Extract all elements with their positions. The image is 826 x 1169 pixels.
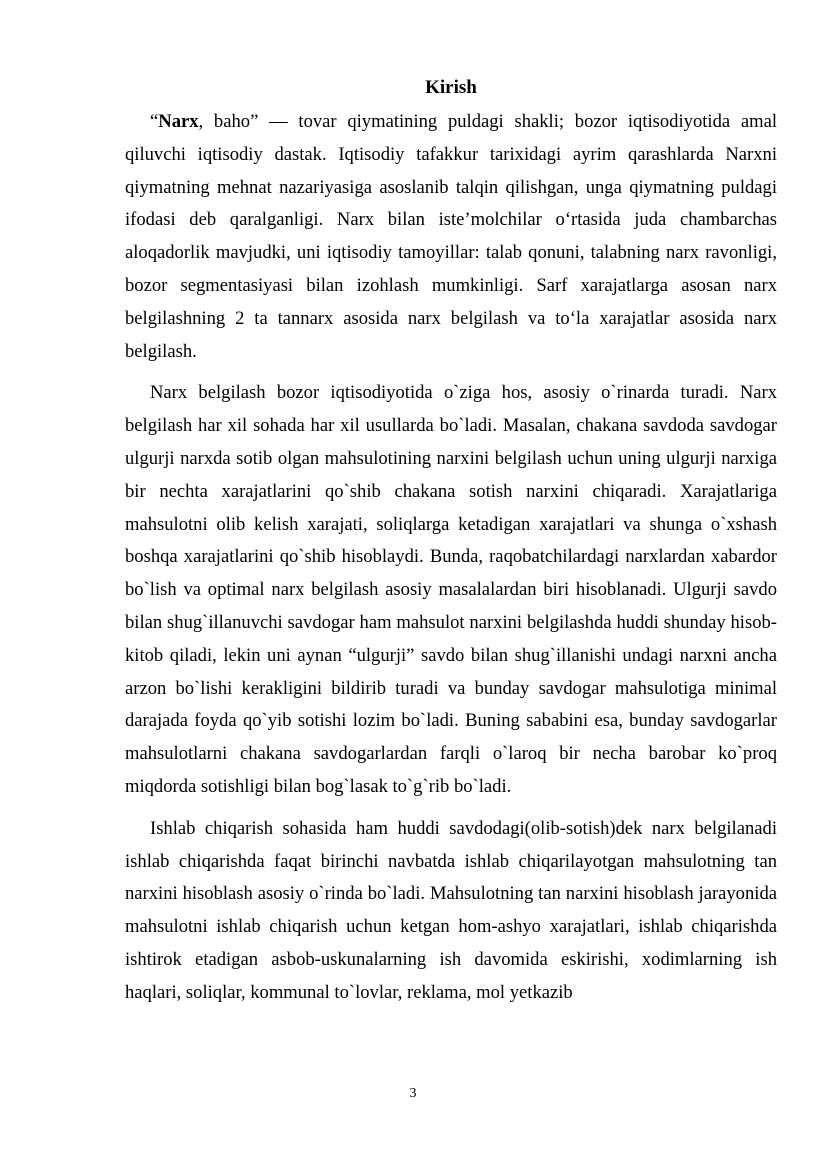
bold-term: Narx [158, 111, 199, 132]
paragraph-1 [125, 106, 777, 368]
section-title: Kirish [425, 77, 477, 98]
page-number: 3 [409, 1086, 417, 1101]
paragraph-1-text: , baho” — tovar qiymatining puldagi shakli; bozor iqtisodiyotida amal qiluvchi iqtisodiy dastak. Iqtisodiy tafakkur tarixidagi ayrim qarashlarda Narxni qiymatning mehnat nazariyasiga asoslanib talqin qilishgan, unga qiymatning puldagi ifodasi deb qaralganligi. Narx bilan iste’molchilar o‘rtasida juda chambarchas aloqadorlik mavjudki, uni iqtisodiy tamoyillar: talab qonuni, talabning narx ravonligi, bozor segmentasiyasi bilan izohlash mumkinligi. Sarf xarajatlarga asosan narx belgilashning 2 ta tannarx asosida narx belgilash va to‘la xarajatlar asosida narx belgilash. [125, 111, 777, 362]
paragraph-2: Narx belgilash bozor iqtisodiyotida o`ziga hos, asosiy o`rinarda turadi. Narx belgilash har xil sohada har xil usullarda bo`ladi. Masalan, chakana savdoda savdogar ulgurji narxda sotib olgan mahsulotining narxini belgilash uchun uning ulgurji narxiga bir nechta xarajatlarini qo`shib chakana sotish narxini chiqaradi. Xarajatlariga mahsulotni olib kelish xarajati, soliqlarga ketadigan xarajatlari va shunga o`xshash boshqa xarajatlarini qo`shib hisoblaydi. Bunda, raqobatchilardagi narxlardan xabardor bo`lish va optimal narx belgilash asosiy masalalardan biri hisoblanadi. Ulgurji savdo bilan shug`illanuvchi savdogar ham mahsulot narxini belgilashda huddi shunday hisob-kitob qiladi, lekin uni aynan “ulgurji” savdo bilan shug`illanishi undagi narxni ancha arzon bo`lishi kerakligini bildirib turadi va bunday savdogar mahsulotiga minimal darajada foyda qo`yib sotishi lozim bo`ladi. Buning sababini esa, bunday savdogarlar mahsulotlarni chakana savdogarlardan farqli o`laroq bir necha barobar ko`proq miqdorda sotishligi bilan bog`lasak to`g`rib bo`ladi. [125, 382, 777, 797]
document-page [125, 76, 777, 1019]
open-quote: “ [150, 111, 159, 132]
paragraph-3: Ishlab chiqarish sohasida ham huddi savdodagi(olib-sotish)dek narx belgilanadi ishlab chiqarishda faqat birinchi navbatda ishlab chiqarilayotgan mahsulotning tan narxini hisoblash asosiy o`rinda bo`ladi. Mahsulotning tan narxini hisoblash jarayonida mahsulotni ishlab chiqarish uchun ketgan hom-ashyo xarajatlari, ishlab chiqarishda ishtirok etadigan asbob-uskunalarning ish davomida eskirishi, xodimlarning ish haqlari, soliqlar, kommunal to`lovlar, reklama, mol yetkazib [125, 817, 777, 1003]
